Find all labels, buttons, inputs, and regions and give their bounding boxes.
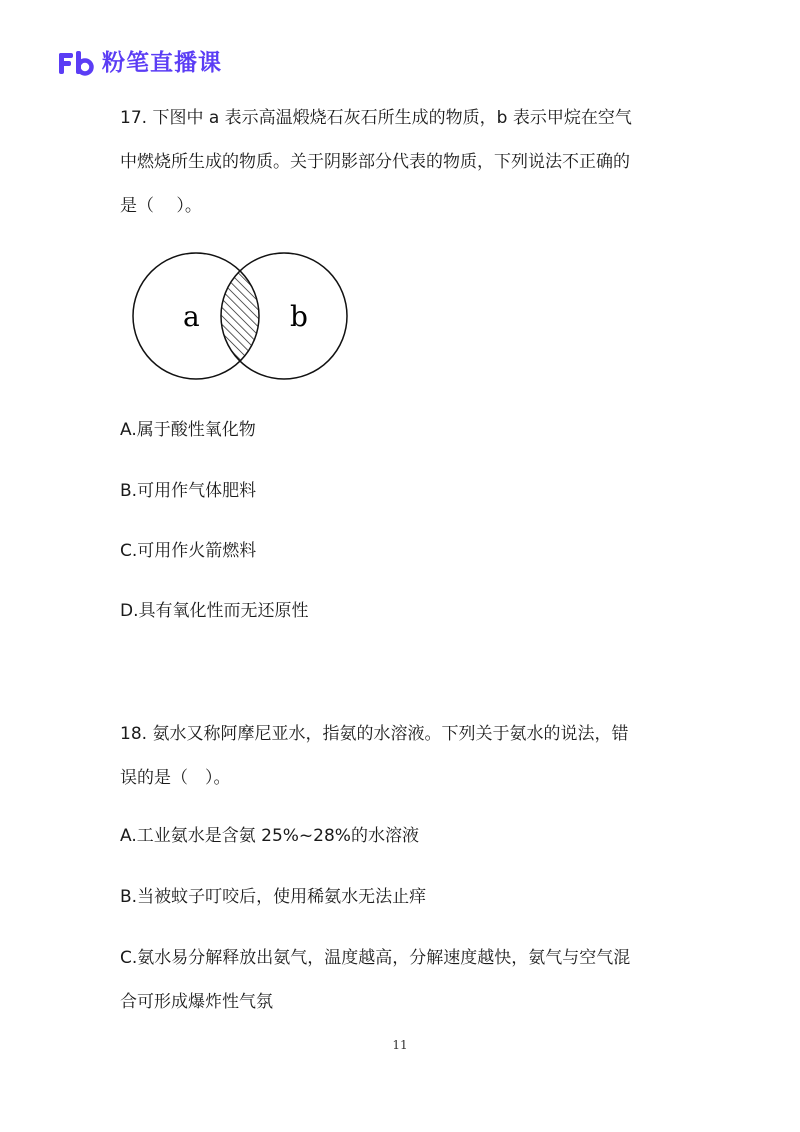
option-d: D.具有氧化性而无还原性 <box>120 601 309 621</box>
page-number: 11 <box>392 1038 408 1052</box>
option-a: A.属于酸性氧化物 <box>120 420 256 440</box>
stem-line: 是（ ）。 <box>120 196 202 216</box>
logo-text: 粉笔直播课 <box>102 50 222 76</box>
option-b: B.可用作气体肥料 <box>120 481 257 501</box>
label-a: a <box>183 300 200 333</box>
option-c <box>120 936 680 1024</box>
venn-diagram <box>128 248 352 384</box>
stem-line: 18. 氨水又称阿摩尼亚水，指氨的水溶液。下列关于氨水的说法，错 <box>120 724 629 744</box>
option-a: A.工业氨水是含氨 25%~28%的水溶液 <box>120 826 419 846</box>
option-b: B.当被蚊子叮咬后，使用稀氨水无法止痒 <box>120 887 427 907</box>
stem-line: 中燃烧所生成的物质。关于阴影部分代表的物质，下列说法不正确的 <box>120 152 630 172</box>
fb-logo-icon <box>58 50 94 76</box>
label-b: b <box>290 300 308 333</box>
option-c: C.可用作火箭燃料 <box>120 541 257 561</box>
option-line: 合可形成爆炸性气氛 <box>120 992 273 1012</box>
stem-line: 误的是（ ）。 <box>120 768 231 788</box>
question-17-stem <box>120 96 680 228</box>
question-18-stem <box>120 712 680 800</box>
header <box>58 50 222 76</box>
option-line: C.氨水易分解释放出氨气，温度越高，分解速度越快，氨气与空气混 <box>120 948 631 968</box>
stem-line: 17. 下图中 a 表示高温煅烧石灰石所生成的物质，b 表示甲烷在空气 <box>120 108 632 128</box>
